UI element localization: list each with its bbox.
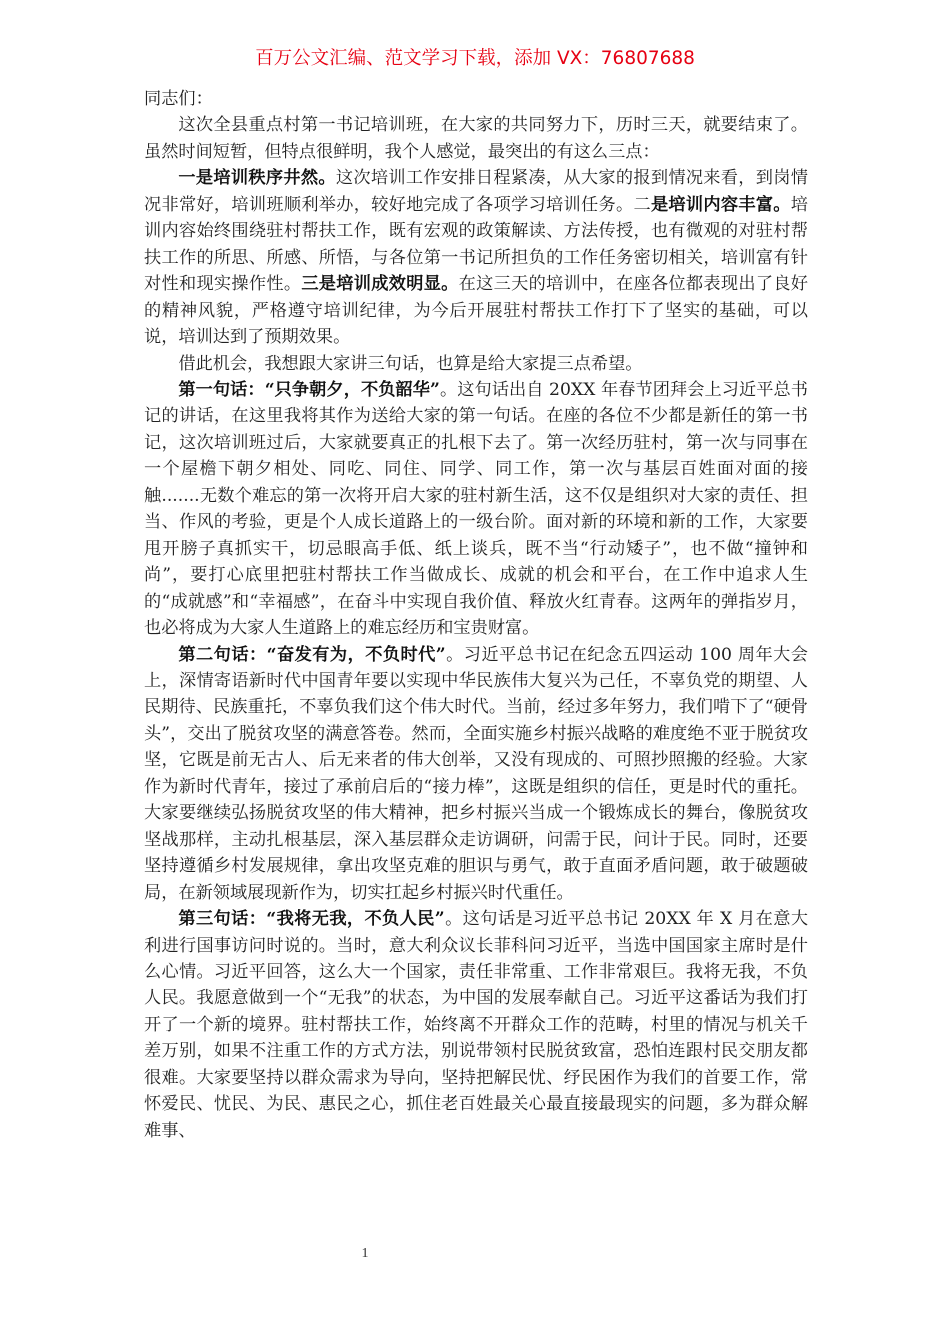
bold-heading-first-sentence: 第一句话：“只争朝夕，不负韶华” [178,379,440,400]
bold-heading-third-sentence: 第三句话：“我将无我，不负人民” [178,909,445,930]
paragraph-text: 。这句话出自 20XX 年春节团拜会上习近平总书记的讲话，在这里我将其作为送给大家的第一句话。在座的各位不少都是新任的第一书记，这次培训班过后，大家就要真正的扎根下去了。第一次经历驻村，第一次与同事在一个屋檐下朝夕相处、同吃、同住、同学、同工作，第一次与基层百姓面对面的接触.......无数个难忘的第一次将开启大家的驻村新生活，这不仅是组织对大家的责任、担当、作风的考验，更是个人成长道路上的一级台阶。面对新的环境和新的工作，大家要甩开膀子真抓实干，切忌眼高手低、纸上谈兵，既不当“行动矮子”，也不做“撞钟和尚”，要打心底里把驻村帮扶工作当做成长、成就的机会和平台，在工作中追求人生的“成就感”和“幸福感”，在奋斗中实现自我价值、释放火红青春。这两年的弹指岁月，也必将成为大家人生道路上的难忘经历和宝贵财富。 [144,379,808,639]
paragraph-three-features [144,165,808,350]
bold-heading-second-sentence: 第二句话：“奋发有为，不负时代” [178,644,446,665]
paragraph-text: 这次全县重点村第一书记培训班，在大家的共同努力下，历时三天，就要结束了。虽然时间短暂，但特点很鲜明，我个人感觉，最突出的有这么三点： [144,115,808,162]
paragraph-text: 。习近平总书记在纪念五四运动 100 周年大会上，深情寄语新时代中国青年要以实现中华民族伟大复兴为己任，不辜负党的期望、人民期待、民族重托，不辜负我们这个伟大时代。当前，经过多年努力，我们啃下了“硬骨头”，交出了脱贫攻坚的满意答卷。然而，全面实施乡村振兴战略的难度绝不亚于脱贫攻坚，它既是前无古人、后无来者的伟大创举，又没有现成的、可照抄照搬的经验。大家作为新时代青年，接过了承前启后的“接力棒”，这既是组织的信任，更是时代的重托。大家要继续弘扬脱贫攻坚的伟大精神，把乡村振兴当成一个锻炼成长的舞台，像脱贫攻坚战那样，主动扎根基层，深入基层群众走访调研，问需于民，问计于民。同时，还要坚持遵循乡村发展规律，拿出攻坚克难的胆识与勇气，敢于直面矛盾问题，敢于破题破局，在新领域展现新作为，切实扛起乡村振兴时代重任。 [144,644,808,903]
paragraph-third-sentence [144,906,808,1144]
paragraph-first-sentence [144,377,808,642]
document-body [144,86,808,1144]
paragraph-text: 在这三天的培训中，在座各位都表现出了良好的精神风貌，严格遵守培训纪律，为今后开展驻村帮扶工作打下了坚实的基础，可以说，培训达到了预期效果。 [144,274,808,348]
paragraph-second-sentence [144,642,808,907]
page-number: 1 [361,1246,369,1261]
paragraph-text: 这次培训工作安排日程紧凑，从大家的报到情况来看，到岗情况非常好，培训班顺利举办，较好地完成了各项学习培训任务。二 [144,168,808,215]
paragraph-text: 。这句话是习近平总书记 20XX 年 X 月在意大利进行国事访问时说的。当时，意大利众议长菲科问习近平，当选中国国家主席时是什么心情。习近平回答，这么大一个国家，责任非常重、工作非常艰巨。我将无我，不负人民。我愿意做到一个“无我”的状态，为中国的发展奉献自己。习近平这番话为我们打开了一个新的境界。驻村帮扶工作，始终离不开群众工作的范畴，村里的情况与机关千差万别，如果不注重工作的方式方法，别说带领村民脱贫致富，恐怕连跟村民交朋友都很难。大家要坚持以群众需求为导向，坚持把解民忧、纾民困作为我们的首要工作，常怀爱民、忧民、为民、惠民之心，抓住老百姓最关心最直接最现实的问题，多为群众解难事、 [144,909,809,1141]
paragraph-intro [144,112,808,165]
salutation: 同志们： [144,89,213,109]
bold-heading-first-feature: 一是培训秩序井然。 [178,168,336,189]
paragraph-text: 借此机会，我想跟大家讲三句话，也算是给大家提三点希望。 [178,353,643,374]
bold-heading-third-feature: 三是培训成效明显。 [301,274,459,295]
paragraph-text: 培训内容始终围绕驻村帮扶工作，既有宏观的政策解读、方法传授，也有微观的对驻村帮扶工作的所思、所感、所悟，与各位第一书记所担负的工作任务密切相关，培训富有针对性和现实操作性。 [144,194,808,295]
promo-header-banner: 百万公文汇编、范文学习下载，添加 VX：76807688 [255,48,695,69]
paragraph-transition [144,351,808,377]
bold-heading-second-feature: 是培训内容丰富。 [650,194,791,215]
